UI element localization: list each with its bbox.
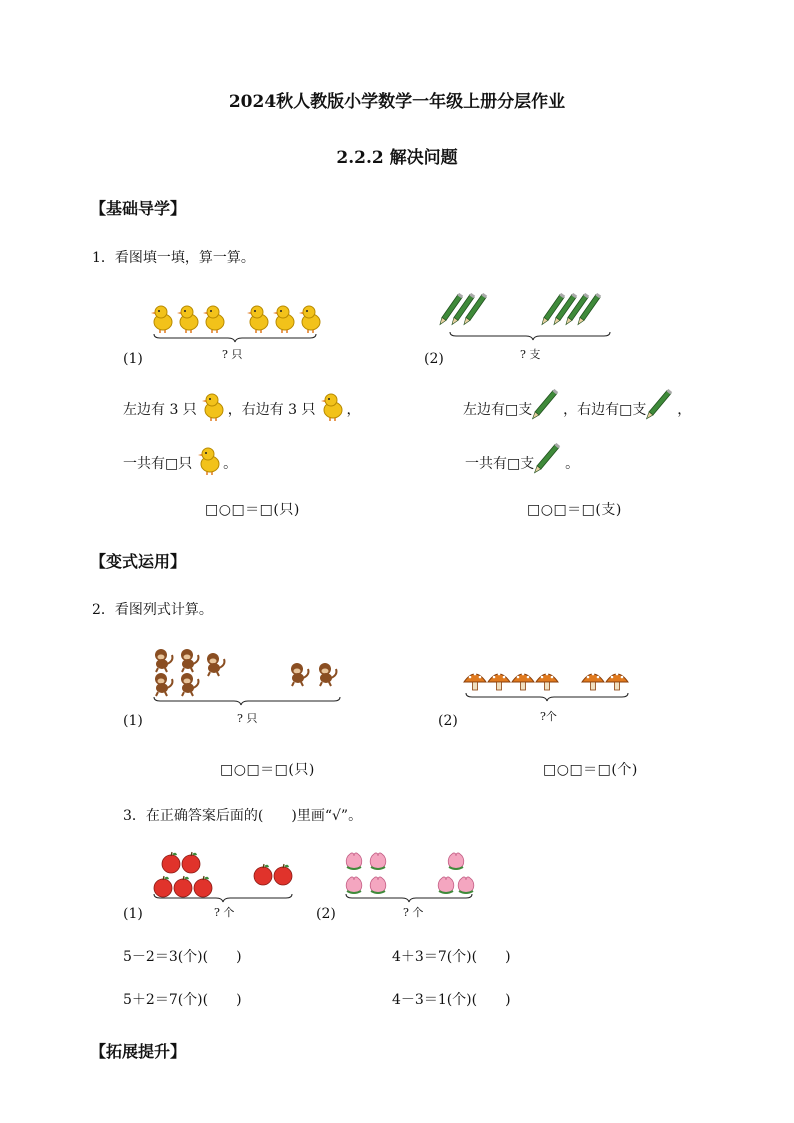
q1-p2-number: (2) [424,351,444,367]
brace [154,697,340,705]
q3-p1-brace-label: ? 个 [214,906,235,919]
q1-p2-sentence-1 [463,390,691,422]
peach-icon [346,853,362,869]
chick-icon [203,306,224,333]
section-extend: 【拓展提升】 [90,1042,187,1061]
q1-p2-brace-label: ? 支 [520,348,541,361]
brace [450,332,610,340]
apple-icon [162,852,180,873]
monkey-icon [155,649,172,672]
peach-icon [438,877,454,893]
q1-pencils-figure [446,292,621,344]
peach-icon [370,877,386,893]
peach-icon [448,853,464,869]
q2-monkeys-figure [150,645,350,707]
monkey-icon [181,649,198,672]
q2-p2-number: (2) [438,713,458,729]
q1-p1-total-text: 一共有□只 [123,456,193,472]
q1-p2-tail: ， [677,402,692,418]
q3-peaches-figure [342,848,482,906]
chick-icon [247,306,268,333]
brace [466,693,628,701]
q3-option-3[interactable]: 5＋2＝7(个)( ) [123,992,242,1008]
apple-icon [274,864,292,885]
page-title: 2024秋人教版小学数学一年级上册分层作业 [228,92,566,112]
q1-p1-equation[interactable]: □○□＝□(只) [205,502,300,518]
peach-icon [370,853,386,869]
q1-p1-total-end: 。 [223,456,238,472]
monkey-icon [181,673,198,696]
q2-prompt: 2．看图列式计算。 [92,602,213,618]
brace [154,334,316,342]
q2-p1-number: (1) [123,713,143,729]
q2-mushrooms-figure [462,666,637,706]
q1-prompt: 1．看图填一填，算一算。 [92,250,255,266]
q1-p1-brace-label: ? 只 [222,348,243,361]
mushroom-icon [488,673,510,690]
q2-p2-equation[interactable]: □○□＝□(个) [543,762,638,778]
section-basic: 【基础导学】 [90,199,187,218]
monkey-icon [155,673,172,696]
mushroom-icon [512,673,534,690]
chick-icon [151,306,172,333]
section-variant: 【变式运用】 [90,552,187,571]
q1-p2-left-text: 左边有□支 [463,402,533,418]
q3-apples-figure [150,848,300,906]
q1-p1-right-text: ，右边有 3 只 [227,402,316,418]
pencil-icon [651,390,673,422]
page-subtitle: 2.2.2 解决问题 [336,148,458,168]
pencil-icon [539,444,561,476]
q3-p2-brace-label: ? 个 [403,906,424,919]
apple-icon [254,864,272,885]
chick-icon [299,306,320,333]
q3-p2-number: (2) [316,906,336,922]
peach-icon [346,877,362,893]
q3-p1-number: (1) [123,906,143,922]
q2-p2-brace-label: ?个 [540,710,557,723]
pencil-icon [537,390,559,422]
monkey-icon [291,663,308,686]
q1-p2-equation[interactable]: □○□＝□(支) [527,502,622,518]
q3-option-2[interactable]: 4＋3＝7(个)( ) [392,949,511,965]
q1-chicks-figure [148,300,328,345]
q1-p1-tail: ， [346,402,361,418]
peach-icon [458,877,474,893]
q1-p1-sentence-2 [123,444,237,476]
mushroom-icon [582,673,604,690]
q1-p2-total-end: 。 [565,456,580,472]
q1-p2-right-text: ，右边有□支 [563,402,647,418]
chick-icon [197,444,219,476]
q1-p2-sentence-2 [465,444,579,476]
q1-p2-total-text: 一共有□支 [465,456,535,472]
brace [346,894,472,902]
apple-icon [174,876,192,897]
q2-p1-brace-label: ? 只 [237,712,258,725]
monkey-icon [319,663,336,686]
chick-icon [273,306,294,333]
chick-icon [320,390,342,422]
chick-icon [177,306,198,333]
q3-option-4[interactable]: 4－3＝1(个)( ) [392,992,511,1008]
chick-icon [201,390,223,422]
q1-p1-sentence-1 [123,390,360,422]
q3-prompt: 3．在正确答案后面的( )里画“√”。 [123,808,363,824]
q2-p1-equation[interactable]: □○□＝□(只) [220,762,315,778]
q1-p1-number: (1) [123,351,143,367]
apple-icon [182,852,200,873]
q1-p1-left-text: 左边有 3 只 [123,402,197,418]
mushroom-icon [606,673,628,690]
brace [154,894,292,902]
mushroom-icon [464,673,486,690]
mushroom-icon [536,673,558,690]
apple-icon [194,876,212,897]
monkey-icon [207,653,224,676]
apple-icon [154,876,172,897]
q3-option-1[interactable]: 5－2＝3(个)( ) [123,949,242,965]
